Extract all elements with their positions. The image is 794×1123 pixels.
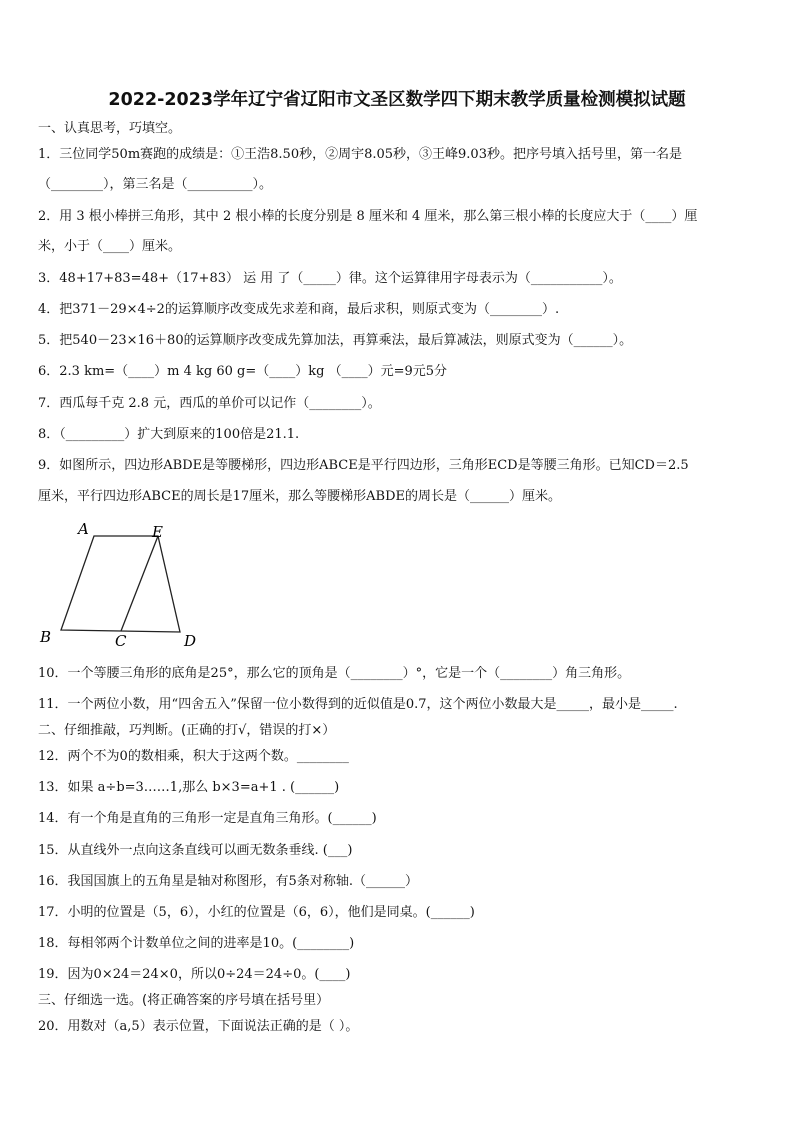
vertex-label-c: C — [115, 632, 127, 650]
question-12: 12．两个不为0的数相乘，积大于这两个数。________ — [38, 749, 349, 764]
question-7: 7．西瓜每千克 2.8 元，西瓜的单价可以记作（________）。 — [38, 396, 381, 411]
question-10: 10．一个等腰三角形的底角是25°，那么它的顶角是（________）°，它是一个（________）角三角形。 — [38, 666, 631, 681]
vertex-label-d: D — [184, 632, 197, 650]
section-heading-2: 二、仔细推敲，巧判断。(正确的打√，错误的打×） — [38, 723, 336, 738]
vertex-label-b: B — [40, 628, 52, 646]
section-heading-3: 三、仔细选一选。(将正确答案的序号填在括号里） — [38, 993, 330, 1008]
question-16: 16．我国国旗上的五角星是轴对称图形，有5条对称轴.（______） — [38, 874, 418, 889]
question-3: 3．48+17+83=48+（17+83） 运 用 了（_____）律。这个运算律用字母表示为（___________）。 — [38, 271, 622, 286]
question-1-line-1: 1．三位同学50m赛跑的成绩是：①王浩8.50秒，②周宇8.05秒，③王峰9.03秒。把序号填入括号里，第一名是 — [38, 147, 682, 162]
question-11: 11．一个两位小数，用“四舍五入”保留一位小数得到的近似值是0.7，这个两位小数最大是_____，最小是_____. — [38, 697, 678, 712]
question-6: 6．2.3 km=（____）m 4 kg 60 g=（____）kg （____）元=9元5分 — [38, 364, 448, 379]
question-9-line-1: 9．如图所示，四边形ABDE是等腰梯形，四边形ABCE是平行四边形，三角形ECD是等腰三角形。已知CD＝2.5 — [38, 458, 689, 473]
question-19: 19．因为0×24＝24×0，所以0÷24＝24÷0。(____) — [38, 967, 351, 982]
question-1-line-2: （________），第三名是（__________）。 — [38, 177, 273, 192]
trapezoid-outline — [61, 536, 180, 632]
question-17: 17．小明的位置是（5，6），小红的位置是（6，6），他们是同桌。(______) — [38, 905, 475, 920]
question-2-line-1: 2．用 3 根小棒拼三角形，其中 2 根小棒的长度分别是 8 厘米和 4 厘米，那么第三根小棒的长度应大于（____）厘 — [38, 209, 698, 224]
question-8: 8．（_________）扩大到原来的100倍是21.1. — [38, 427, 300, 442]
section-heading-1: 一、认真思考，巧填空。 — [38, 121, 182, 136]
question-14: 14．有一个角是直角的三角形一定是直角三角形。(______) — [38, 811, 377, 826]
question-5: 5．把540－23×16＋80的运算顺序改变成先算加法，再算乘法，最后算减法，则原式变为（______）。 — [38, 333, 633, 348]
segment-ec — [121, 536, 158, 631]
question-20: 20．用数对（a,5）表示位置，下面说法正确的是（ ）。 — [38, 1019, 359, 1034]
question-15: 15．从直线外一点向这条直线可以画无数条垂线. (___) — [38, 843, 353, 858]
question-13: 13．如果 a÷b=3……1,那么 b×3=a+1 . (______) — [38, 780, 340, 795]
question-9-line-2: 厘米，平行四边形ABCE的周长是17厘米，那么等腰梯形ABDE的周长是（______）厘米。 — [38, 489, 562, 504]
vertex-label-e: E — [152, 523, 163, 541]
question-18: 18．每相邻两个计数单位之间的进率是10。(________) — [38, 936, 355, 951]
trapezoid-figure — [30, 520, 210, 655]
question-2-line-2: 米，小于（____）厘米。 — [38, 239, 182, 254]
vertex-label-a: A — [78, 520, 89, 538]
page-title: 2022-2023学年辽宁省辽阳市文圣区数学四下期末教学质量检测模拟试题 — [108, 90, 686, 110]
question-4: 4．把371－29×4÷2的运算顺序改变成先求差和商，最后求积，则原式变为（________）. — [38, 302, 560, 317]
